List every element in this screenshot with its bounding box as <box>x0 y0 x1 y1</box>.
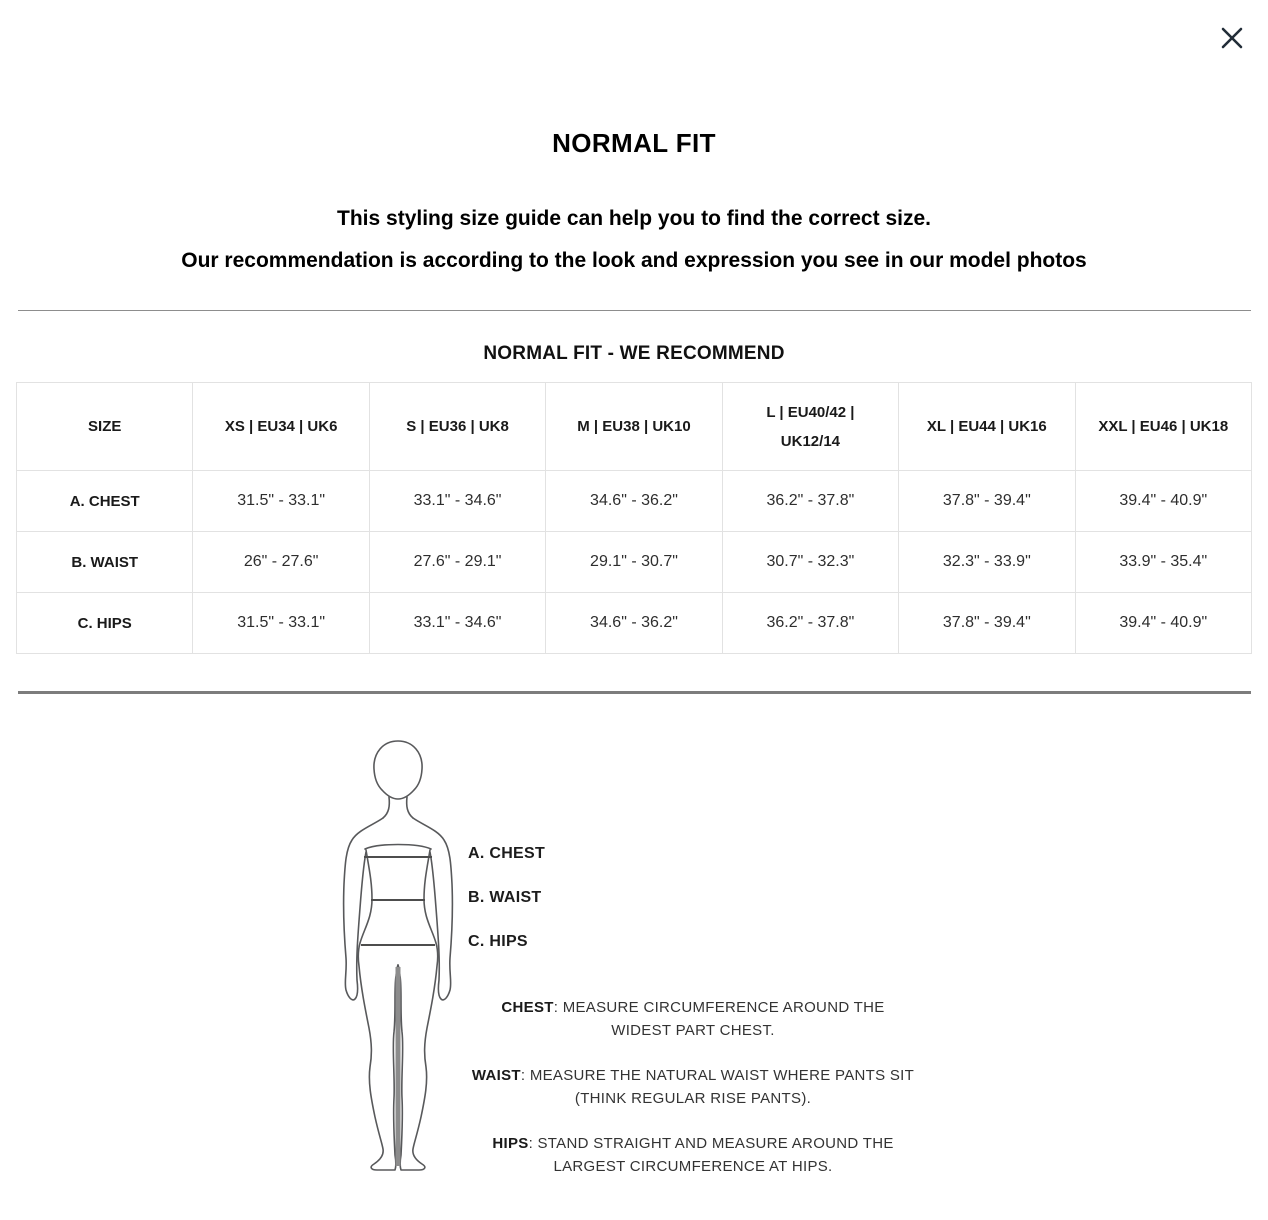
hips-value-m: 34.6" - 36.2" <box>546 593 722 654</box>
chest-value-xxl: 39.4" - 40.9" <box>1075 471 1251 532</box>
chest-value-m: 34.6" - 36.2" <box>546 471 722 532</box>
hips-value-xs: 31.5" - 33.1" <box>193 593 369 654</box>
instruction-waist-line2: (THINK REGULAR RISE PANTS). <box>574 1090 812 1107</box>
hips-value-l: 36.2" - 37.8" <box>722 593 898 654</box>
waist-value-l: 30.7" - 32.3" <box>722 532 898 593</box>
recommend-heading: NORMAL FIT - WE RECOMMEND <box>483 343 785 364</box>
waist-value-xs: 26" - 27.6" <box>193 532 369 593</box>
chest-value-xl: 37.8" - 39.4" <box>899 471 1075 532</box>
col-header-l: L | EU40/42 | UK12/14 <box>722 383 898 471</box>
close-button[interactable] <box>1212 18 1252 58</box>
hips-value-xxl: 39.4" - 40.9" <box>1075 593 1251 654</box>
instruction-hips <box>428 1132 958 1178</box>
label-separator: : <box>520 1067 530 1084</box>
instruction-waist-label: WAIST <box>471 1067 521 1084</box>
col-header-size: SIZE <box>17 383 193 471</box>
diagram-label-hips: C. HIPS <box>468 933 528 950</box>
diagram-label-waist: B. WAIST <box>468 889 542 906</box>
waist-value-xxl: 33.9" - 35.4" <box>1075 532 1251 593</box>
chest-value-l: 36.2" - 37.8" <box>722 471 898 532</box>
instruction-waist-line1: MEASURE THE NATURAL WAIST WHERE PANTS SIT <box>529 1067 915 1084</box>
hips-value-s: 33.1" - 34.6" <box>369 593 545 654</box>
row-label-chest: A. CHEST <box>17 471 193 532</box>
size-table-container <box>16 382 1252 654</box>
table-header-row <box>17 383 1252 471</box>
description-line-1: This styling size guide can help you to find the correct size. <box>337 207 931 230</box>
chest-value-s: 33.1" - 34.6" <box>369 471 545 532</box>
instruction-waist <box>428 1064 958 1110</box>
divider-top <box>18 310 1251 311</box>
instruction-chest <box>428 996 958 1042</box>
chest-value-xs: 31.5" - 33.1" <box>193 471 369 532</box>
waist-value-m: 29.1" - 30.7" <box>546 532 722 593</box>
description-line-2: Our recommendation is according to the look and expression you see in our model photos <box>181 249 1087 272</box>
measurement-instructions <box>428 996 958 1200</box>
waist-value-xl: 32.3" - 33.9" <box>899 532 1075 593</box>
size-table <box>16 382 1252 654</box>
waist-value-s: 27.6" - 29.1" <box>369 532 545 593</box>
instruction-chest-line2: WIDEST PART CHEST. <box>611 1022 775 1039</box>
col-header-xxl: XXL | EU46 | UK18 <box>1075 383 1251 471</box>
instruction-hips-label: HIPS <box>492 1135 529 1152</box>
close-icon <box>1218 24 1246 52</box>
row-label-waist: B. WAIST <box>17 532 193 593</box>
diagram-labels <box>468 845 545 977</box>
table-row-chest <box>17 471 1252 532</box>
instruction-chest-line1: MEASURE CIRCUMFERENCE AROUND THE <box>562 999 885 1016</box>
label-separator: : <box>553 999 563 1016</box>
size-guide-description <box>0 198 1268 282</box>
instruction-chest-label: CHEST <box>501 999 554 1016</box>
hips-value-xl: 37.8" - 39.4" <box>899 593 1075 654</box>
divider-bottom <box>18 691 1251 694</box>
label-separator: : <box>528 1135 538 1152</box>
row-label-hips: C. HIPS <box>17 593 193 654</box>
page-title: NORMAL FIT <box>552 128 716 158</box>
instruction-hips-line1: STAND STRAIGHT AND MEASURE AROUND THE <box>537 1135 894 1152</box>
diagram-label-chest: A. CHEST <box>468 845 546 862</box>
col-header-s: S | EU36 | UK8 <box>369 383 545 471</box>
instruction-hips-line2: LARGEST CIRCUMFERENCE AT HIPS. <box>553 1158 833 1175</box>
col-header-m: M | EU38 | UK10 <box>546 383 722 471</box>
col-header-xl: XL | EU44 | UK16 <box>899 383 1075 471</box>
table-row-hips <box>17 593 1252 654</box>
col-header-xs: XS | EU34 | UK6 <box>193 383 369 471</box>
table-row-waist <box>17 532 1252 593</box>
